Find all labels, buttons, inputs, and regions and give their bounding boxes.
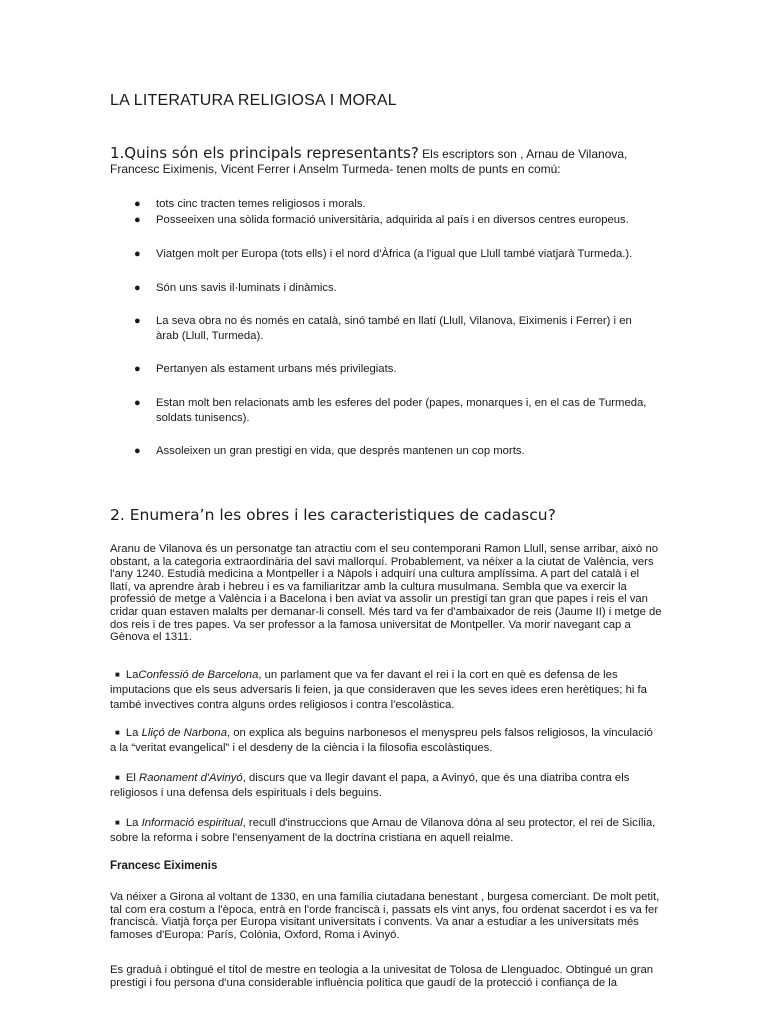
- square-bullet-icon: ■: [115, 773, 120, 782]
- list-item: ● Assoleixen un gran prestigi en vida, que després mantenen un cop morts.: [134, 445, 525, 457]
- question-1-intro: Els escriptors son , Arnau de Vilanova, Francesc Eiximenis, Vicent Ferrer i Anselm Turmeda- tenen molts de punts en comú:: [110, 147, 628, 176]
- bullet-icon: ●: [134, 248, 141, 260]
- bullet-icon: ●: [134, 214, 141, 226]
- bullet-icon: ●: [134, 198, 141, 210]
- bullet-icon: ●: [134, 282, 141, 294]
- eiximenis-paragraph-2: Es graduà i obtingué el títol de mestre en teologia a la univesitat de Tolosa de Llenguadoc. Obtingué un gran prestigi i fou persona d'una considerable influència política que gaudí de la protecció i confiança de la: [110, 964, 654, 989]
- square-bullet-icon: ■: [115, 670, 120, 679]
- list-item: ● La seva obra no és només en català, sinó també en llatí (Llull, Vilanova, Eiximenis i Ferrer) i en àrab (Llull, Turmeda).: [134, 315, 632, 342]
- bullet-icon: ●: [134, 363, 141, 375]
- square-bullet-icon: ■: [115, 728, 120, 737]
- list-item: ■ La Lliçó de Narbona, on explica als beguins narbonesos el menyspreu pels falsos religiosos, la vinculació a la “veritat evangelical” i el desdeny de la ciència i la filosofia escolàstiques.: [110, 727, 653, 754]
- eiximenis-paragraph-1: Va néixer a Girona al voltant de 1330, en una família ciutadana benestant , burgesa comerciant. De molt petit, tal com era costum a l'època, entrà en l'orde franciscà i, passats els vint anys, fou ordenat sacerdot i es va fer franciscà. Viatjà força per Europa visitant universitats i convents. Va anar a estudiar a les universitats més famoses d'Europa: París, Colònia, Oxford, Roma i Avinyó.: [110, 891, 660, 941]
- question-1: [110, 146, 660, 177]
- list-item: ● Viatgen molt per Europa (tots ells) i el nord d'Àfrica (a l'igual que Llull també viatjarà Turmeda.).: [134, 248, 633, 260]
- question-2-heading: 2. Enumera’n les obres i les caracteristiques de cadascu?: [110, 506, 556, 524]
- work-title: Informació espiritual: [141, 817, 243, 829]
- work-title: Lliçó de Narbona: [141, 727, 227, 739]
- list-item: ● Pertanyen als estament urbans més privilegiats.: [134, 363, 397, 375]
- question-1-heading: 1.Quins són els principals representants?: [110, 144, 419, 162]
- list-item: ● Són uns savis il·luminats i dinàmics.: [134, 282, 337, 294]
- square-bullet-icon: ■: [115, 818, 120, 827]
- bullet-icon: ●: [134, 315, 141, 327]
- section-heading: Francesc Eiximenis: [110, 860, 218, 872]
- list-item: ■ LaConfessió de Barcelona, un parlament que va fer davant el rei i la cort en què es defensa de les imputacions que els seus adversaris li feien, ja que consideraven que les seves idees eren herètiques; hi fa també invectives contra alguns ordes religiosos i contra l'escolàstica.: [110, 669, 647, 711]
- bullet-icon: ●: [134, 397, 141, 409]
- bullet-icon: ●: [134, 445, 141, 457]
- list-item: ■ La Informació espiritual, recull d'instruccions que Arnau de Vilanova dóna al seu protector, el rei de Sicília, sobre la reforma i sobre l'ensenyament de la doctrina cristiana en aquell reialme.: [110, 817, 656, 844]
- list-item: ■ El Raonament d'Avinyó, discurs que va llegir davant el papa, a Avinyó, que és una diatriba contra els religiosos i una defensa dels espirituals i dels beguins.: [110, 772, 630, 799]
- list-item: ● Posseeixen una sòlida formació universitària, adquirida al país i en diversos centres europeus.: [134, 214, 629, 226]
- arnau-paragraph: Aranu de Vilanova és un personatge tan atractiu com el seu contemporani Ramon Llull, sense arribar, això no obstant, a la categoria extraordinària del savi mallorquí. Probablement, va néixer a la ciutat de València, vers l'any 1240. Estudià medicina a Montpeller i a Nàpols i adquirí una cultura amplíssima. A part del català i el llatí, va aprendre àrab i hebreu i es va familiaritzar amb la cultura musulmana. Sembla que va exercir la professió de metge a València i a Bacelona i ben aviat va assolir un prestigi tan gran que papes i reis el van cridar quan estaven malalts per demanar-li consell. Més tard va fer d'ambaixador de reis (Jaume II) i metge de dos reis i de tres papes. Va ser professor a la famosa universitat de Montpeller. Va morir navegant cap a Gènova el 1311.: [110, 543, 662, 644]
- list-item: ● Estan molt ben relacionats amb les esferes del poder (papes, monarques i, en el cas de Turmeda, soldats tunisencs).: [134, 397, 647, 424]
- work-title: Confessió de Barcelona: [138, 669, 259, 681]
- page-title: LA LITERATURA RELIGIOSA I MORAL: [110, 92, 397, 109]
- list-item: ● tots cinc tracten temes religiosos i morals.: [134, 198, 366, 210]
- work-title: Raonament d'Avinyó: [139, 772, 243, 784]
